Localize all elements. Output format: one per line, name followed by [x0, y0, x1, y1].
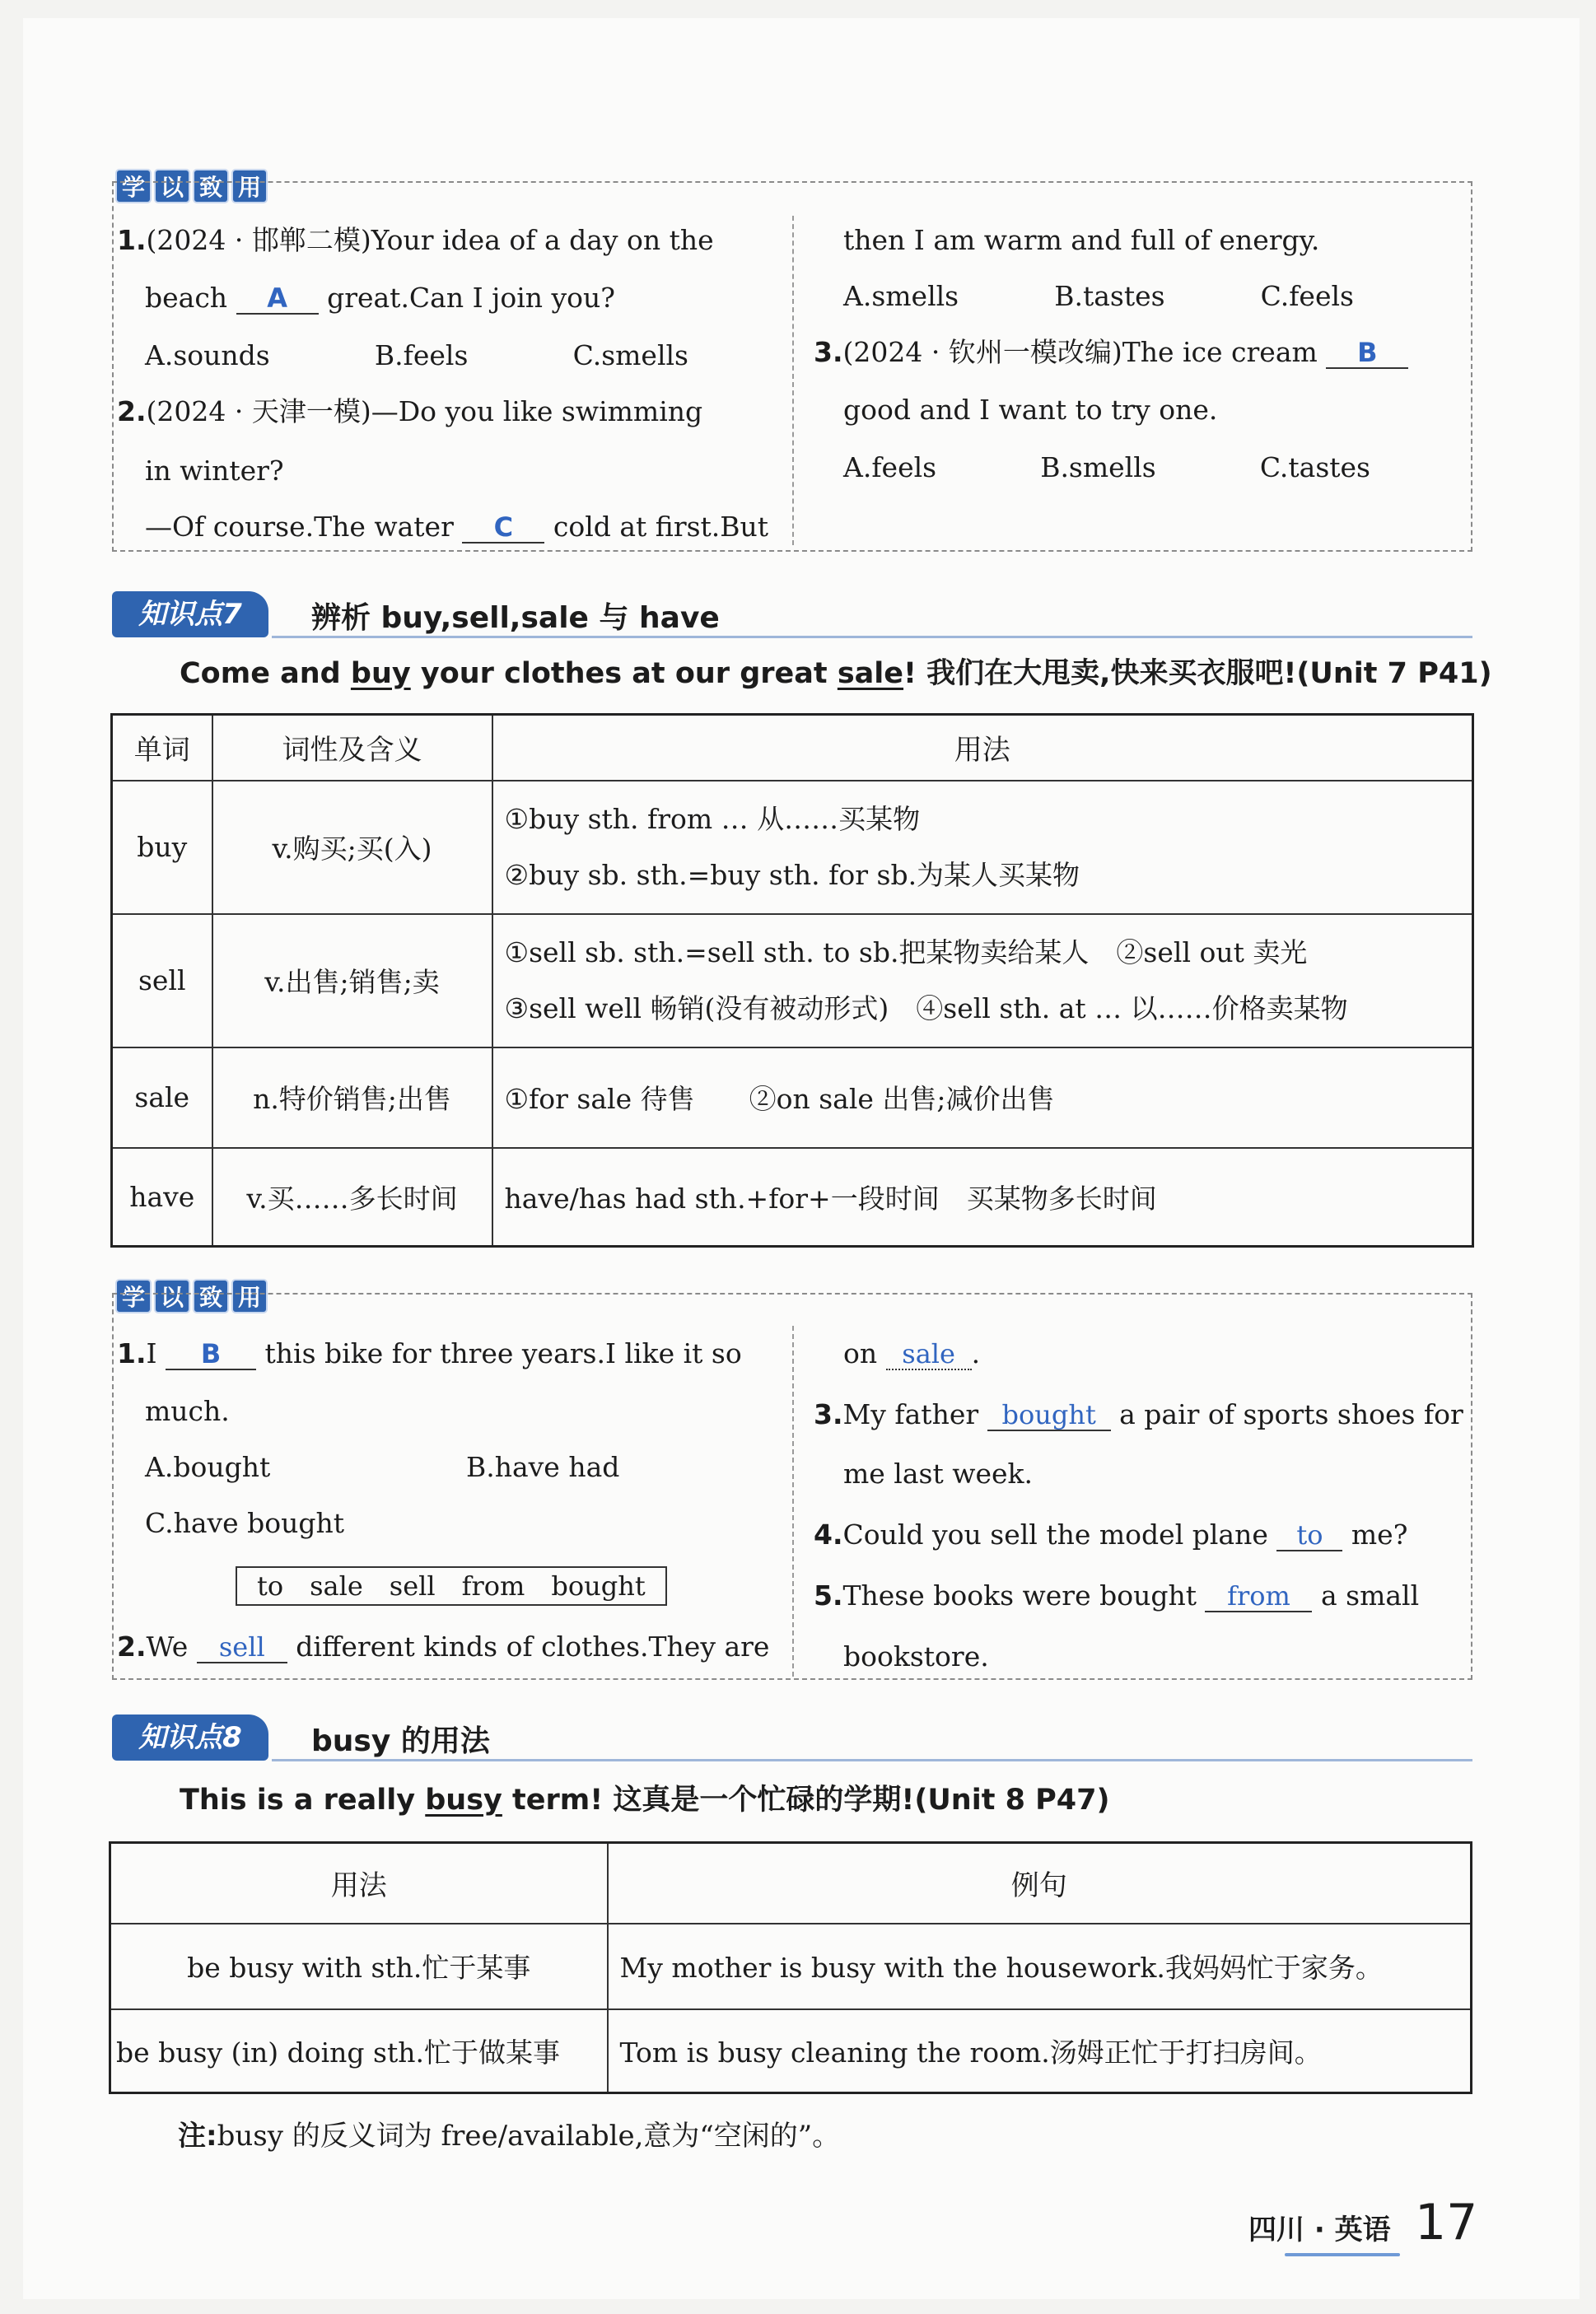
question-2: 2.We sell different kinds of clothes.They are: [117, 1631, 770, 1663]
knowledge-point-title: busy 的用法: [311, 1724, 490, 1758]
table-header-row: [110, 1843, 1472, 1924]
word-bank: to sale sell from bought: [236, 1566, 667, 1606]
header-usage: 用法: [110, 1843, 608, 1924]
table-row: be busy (in) doing sth.忙于做某事 Tom is busy cleaning the room.汤姆正忙于打扫房间。: [110, 2009, 1472, 2093]
practice-tag-1: 学 以 致 用: [115, 169, 268, 203]
question-1-options: A.sounds B.feels C.smells: [145, 339, 688, 371]
question-3: 3.My father bought a pair of sports shoes for: [814, 1398, 1463, 1430]
question-3-options: A.feels B.smells C.tastes: [843, 451, 1370, 483]
table-row: have v.买……多长时间 have/has had sth.+for+一段时间 买某物多长时间: [112, 1148, 1473, 1247]
knowledge-point-badge: 知识点8: [112, 1715, 268, 1761]
question-3: 3.(2024 · 钦州一模改编)The ice cream B: [814, 336, 1408, 369]
practice-tag-2: 学 以 致 用: [115, 1279, 268, 1313]
question-2-line2: in winter?: [145, 455, 284, 487]
question-5: 5.These books were bought from a small: [814, 1579, 1420, 1612]
question-5-line2: bookstore.: [843, 1640, 989, 1673]
answer-blank[interactable]: A: [236, 283, 319, 315]
question-2-continued: on sale .: [843, 1337, 981, 1369]
question-1: 1.I B this bike for three years.I like it so: [117, 1337, 742, 1369]
knowledge-point-badge: 知识点7: [112, 591, 268, 637]
table-row: buy v.购买;买(入) ①buy sth. from … 从……买某物 ②buy sb. sth.=buy sth. for sb.为某人买某物: [112, 781, 1473, 914]
question-4: 4.Could you sell the model plane to me?: [814, 1519, 1408, 1551]
header-word: 单词: [112, 715, 212, 781]
answer-blank[interactable]: sell: [197, 1632, 287, 1663]
answer-blank[interactable]: to: [1276, 1520, 1342, 1551]
column-divider: [792, 216, 794, 545]
option-b: B.have had: [466, 1451, 620, 1483]
kp8-table: [109, 1841, 1472, 2094]
example-sentence: Come and buy your clothes at our great sale! 我们在大甩卖,快来买衣服吧!(Unit 7 P41): [180, 657, 1492, 690]
answer-blank[interactable]: from: [1205, 1581, 1312, 1612]
question-2-line4: then I am warm and full of energy.: [843, 224, 1320, 256]
example-sentence: This is a really busy term! 这真是一个忙碌的学期!(Unit 8 P47): [180, 1784, 1110, 1817]
question-3-line2: me last week.: [843, 1458, 1034, 1490]
answer-blank[interactable]: B: [166, 1339, 256, 1370]
header-example: 例句: [608, 1843, 1472, 1924]
option-a: A.bought: [145, 1451, 271, 1483]
table-row: sale n.特价销售;出售 ①for sale 待售 ②on sale 出售;减价出售: [112, 1047, 1473, 1148]
question-2: 2.(2024 · 天津一模)—Do you like swimming: [117, 395, 703, 427]
question-1: 1.(2024 · 邯郸二模)Your idea of a day on the: [117, 224, 714, 256]
answer-blank[interactable]: bought: [987, 1400, 1111, 1431]
kp7-table: [110, 713, 1474, 1248]
question-2-blank-line: —Of course.The water C cold at first.But: [145, 511, 769, 543]
page-number: 17: [1415, 2194, 1478, 2251]
title-underline: [272, 636, 1472, 638]
footer-line: [1285, 2253, 1400, 2256]
column-divider: [792, 1326, 794, 1677]
title-underline: [272, 1759, 1472, 1761]
knowledge-point-title: 辨析 buy,sell,sale 与 have: [311, 601, 720, 635]
table-row: be busy with sth.忙于某事 My mother is busy with the housework.我妈妈忙于家务。: [110, 1924, 1472, 2009]
header-usage: 用法: [492, 715, 1473, 781]
table-row: sell v.出售;销售;卖 ①sell sb. sth.=sell sth. to sb.把某物卖给某人 ②sell out 卖光 ③sell well 畅销(没有被动形式) ④sell sth. at … 以……价格卖某物: [112, 914, 1473, 1047]
question-1-line2: much.: [145, 1395, 230, 1427]
question-2-options: A.smells B.tastes C.feels: [843, 280, 1354, 312]
option-c: C.have bought: [145, 1507, 345, 1539]
answer-blank[interactable]: sale: [886, 1339, 972, 1370]
question-3-line2: good and I want to try one.: [843, 394, 1218, 426]
footer-location: 四川 · 英语: [1248, 2214, 1391, 2246]
header-meaning: 词性及含义: [212, 715, 492, 781]
answer-blank[interactable]: C: [462, 512, 544, 544]
note: 注:busy 的反义词为 free/available,意为“空闲的”。: [178, 2120, 841, 2153]
table-header-row: [112, 715, 1473, 781]
question-1-blank-line: beach A great.Can I join you?: [145, 282, 615, 314]
answer-blank[interactable]: B: [1326, 338, 1408, 369]
